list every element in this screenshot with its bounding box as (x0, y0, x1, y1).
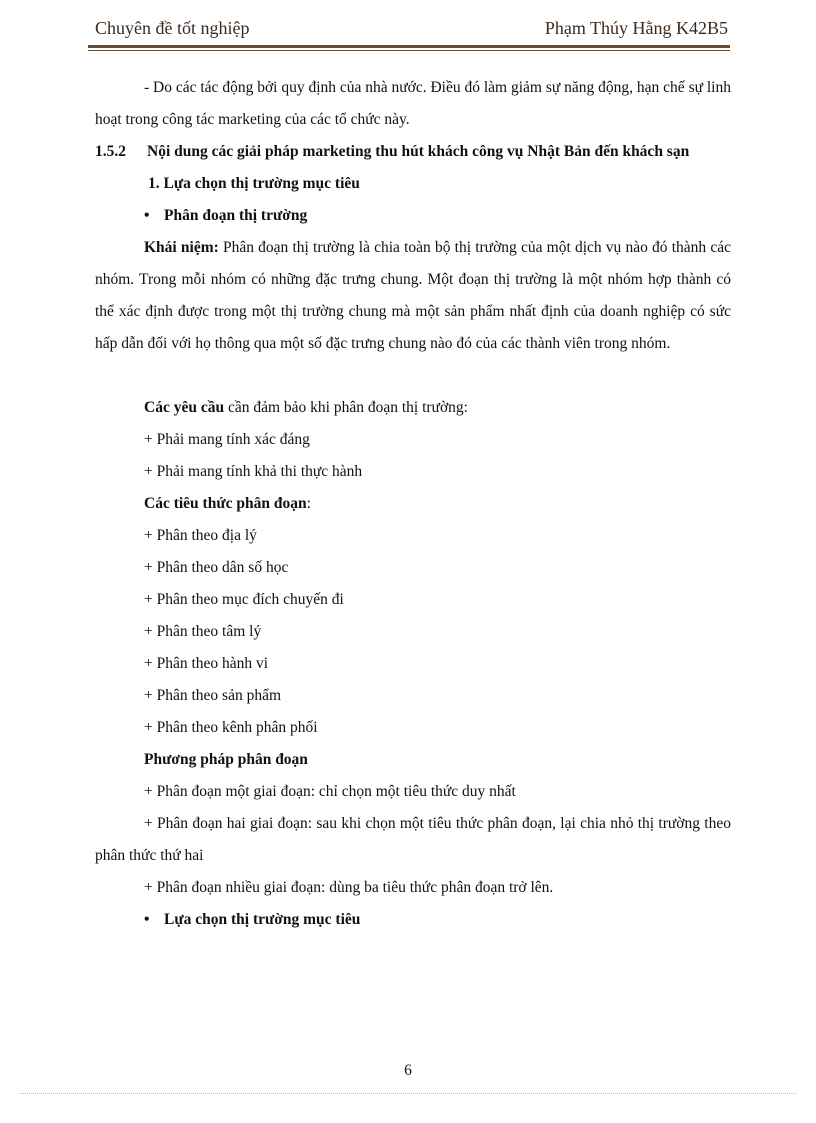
criteria-colon: : (306, 495, 311, 512)
header-left-title: Chuyên đề tốt nghiệp (95, 18, 250, 38)
requirements-text: cần đảm bảo khi phân đoạn thị trường: (224, 399, 468, 416)
list-item: + Phân theo hành vi (144, 655, 269, 672)
bullet-heading (95, 200, 731, 232)
list-item: + Phân đoạn nhiều giai đoạn: dùng ba tiêu thức phân đoạn trở lên. (144, 879, 554, 896)
bullet-heading-label: Phân đoạn thị trường (164, 207, 308, 224)
section-title: Nội dung các giải pháp marketing thu hút khách công vụ Nhật Bản đến khách sạn (147, 143, 690, 160)
bullet-heading-label: Lựa chọn thị trường mục tiêu (164, 911, 361, 928)
concept-text: Phân đoạn thị trường là chia toàn bộ thị trường của một dịch vụ nào đó thành các nhóm. Trong mỗi nhóm có những đặc trưng chung. Một đoạn thị trường là một nhóm hợp thành có thể xác định được trong một thị trường chung mà một sản phẩm nhất định của doanh nghiệp có sức hấp dẫn đối với họ thông qua một số đặc trưng chung nào đó của các thành viên trong nhóm. (95, 239, 731, 352)
list-item: + Phân theo dân số học (144, 559, 289, 576)
section-number: 1.5.2 (95, 143, 126, 160)
page-header (95, 18, 728, 44)
page-number: 6 (404, 1062, 412, 1079)
bullet-icon: • (144, 207, 150, 224)
subsection-heading: 1. Lựa chọn thị trường mục tiêu (148, 175, 360, 192)
requirements-heading (95, 392, 731, 424)
document-body (95, 72, 731, 936)
list-item: + Phải mang tính khả thi thực hành (144, 463, 363, 480)
intro-paragraph: - Do các tác động bởi quy định của nhà nước. Điều đó làm giảm sự năng động, hạn chế sự linh hoạt trong công tác marketing của các tổ chức này. (95, 79, 731, 128)
criteria-heading (95, 488, 731, 520)
paragraph-gap (95, 360, 731, 392)
criteria-label: Các tiêu thức phân đoạn (144, 495, 307, 512)
list-item: + Phân theo địa lý (144, 527, 257, 544)
requirements-label: Các yêu cầu (144, 399, 225, 416)
list-item: + Phân theo mục đích chuyến đi (144, 591, 344, 608)
concept-paragraph (95, 232, 731, 360)
concept-label: Khái niệm: (144, 239, 219, 256)
list-item: + Phân theo tâm lý (144, 623, 262, 640)
list-item: + Phân theo sản phẩm (144, 687, 282, 704)
page-bottom-divider (20, 1093, 796, 1094)
section-heading (95, 136, 731, 168)
list-item: + Phân đoạn hai giai đoạn: sau khi chọn một tiêu thức phân đoạn, lại chia nhỏ thị trường theo phân thức thứ hai (95, 815, 731, 864)
header-rule-thin (88, 50, 730, 51)
method-heading: Phương pháp phân đoạn (144, 751, 308, 768)
header-right-author: Phạm Thúy Hằng K42B5 (544, 18, 728, 38)
bullet-heading (95, 904, 731, 936)
list-item: + Phải mang tính xác đáng (144, 431, 310, 448)
header-rule-thick (88, 45, 730, 48)
list-item: + Phân đoạn một giai đoạn: chỉ chọn một tiêu thức duy nhất (144, 783, 516, 800)
list-item: + Phân theo kênh phân phối (144, 719, 318, 736)
bullet-icon: • (144, 911, 150, 928)
